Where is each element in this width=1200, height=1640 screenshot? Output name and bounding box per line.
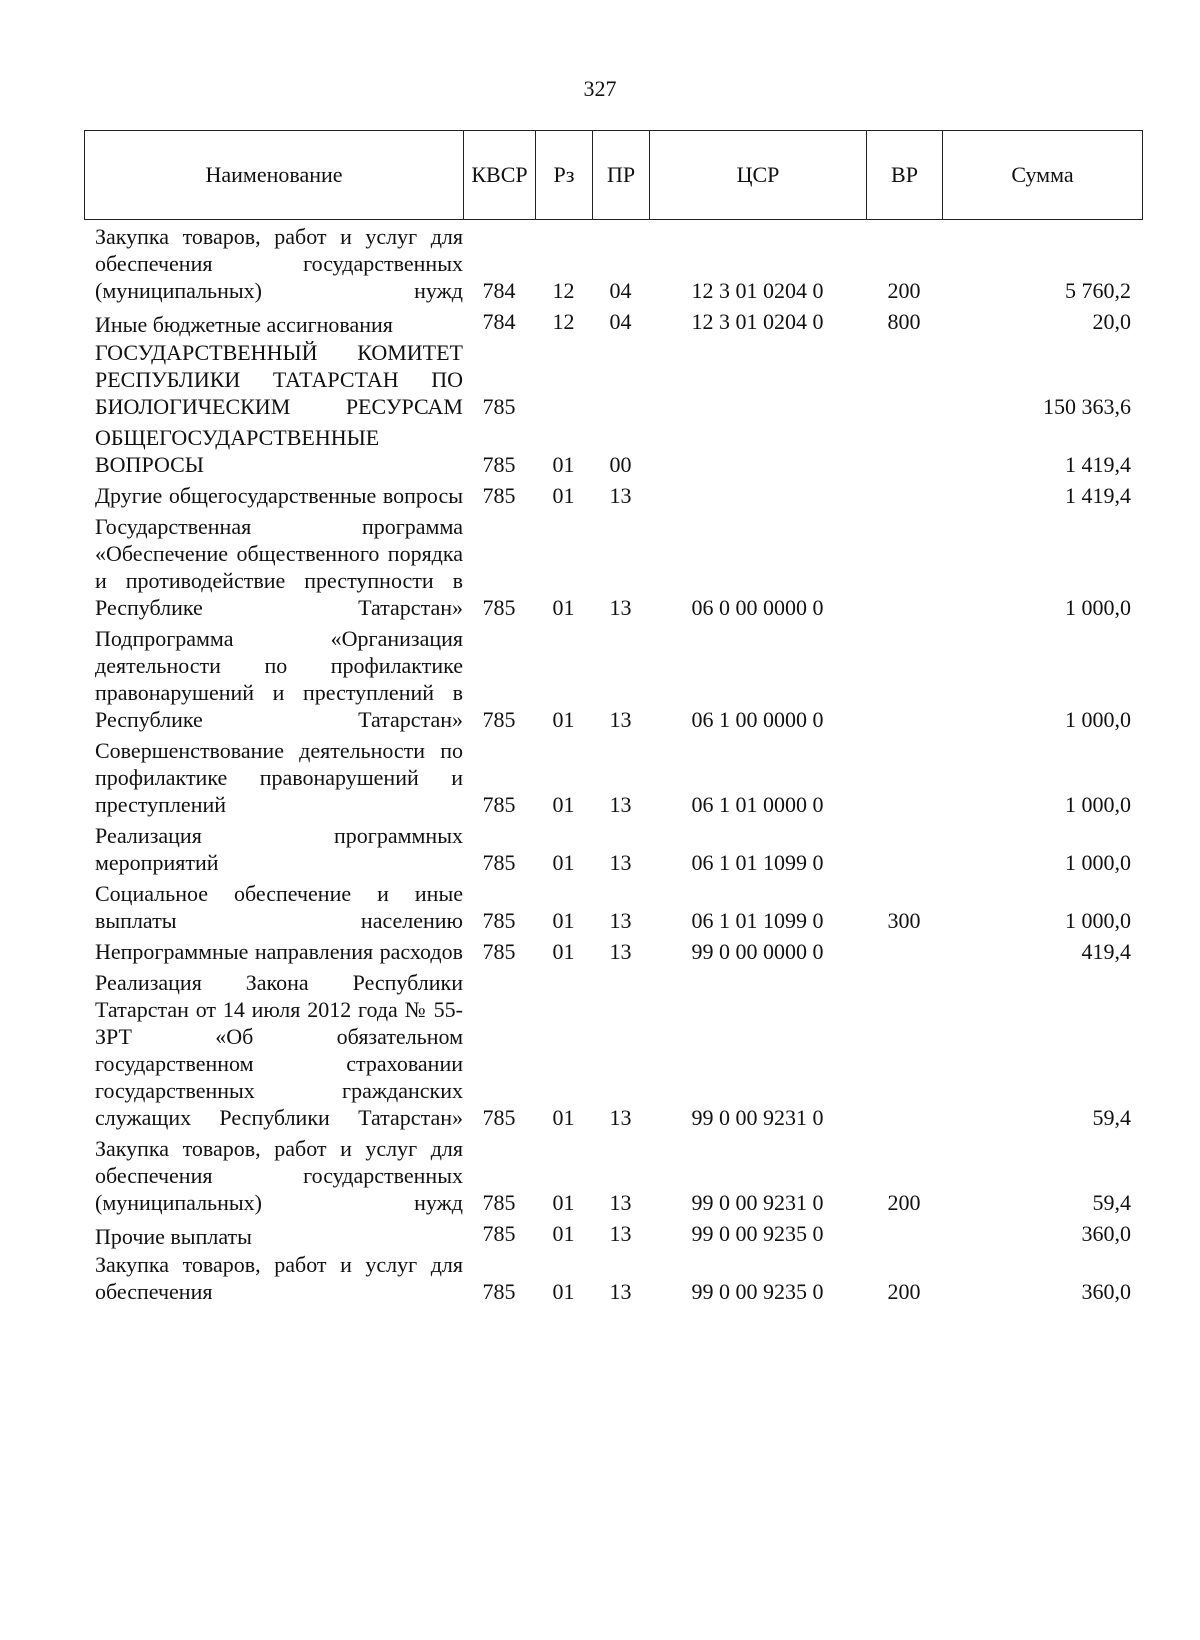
row-name: Подпрограмма «Организация деятельности по профилактике правонарушений и преступлений в Республике Татарстан» xyxy=(95,626,463,732)
row-vr xyxy=(866,625,942,737)
column-header-kvsr: КВСР xyxy=(464,131,536,220)
row-kvsr: 785 xyxy=(482,483,516,508)
row-name: Другие общегосударственные вопросы xyxy=(95,483,463,508)
row-sum: 1 000,0 xyxy=(1065,792,1131,817)
row-vr xyxy=(866,938,942,969)
row-rz: 01 xyxy=(552,792,575,817)
row-csr: 06 0 00 0000 0 xyxy=(691,595,824,620)
row-sum: 419,4 xyxy=(1081,939,1131,964)
row-csr: 12 3 01 0204 0 xyxy=(691,309,824,334)
row-csr: 99 0 00 9235 0 xyxy=(691,1279,824,1304)
row-pr xyxy=(592,339,649,424)
row-name: Реализация программных мероприятий xyxy=(95,823,463,875)
table-row xyxy=(84,339,1142,424)
row-name: Закупка товаров, работ и услуг для обеспечения государственных (муниципальных) нужд xyxy=(95,224,463,303)
row-name: Закупка товаров, работ и услуг для обеспечения xyxy=(95,1252,463,1304)
row-name: ГОСУДАРСТВЕННЫЙ КОМИТЕТ РЕСПУБЛИКИ ТАТАРСТАН ПО БИОЛОГИЧЕСКИМ РЕСУРСАМ xyxy=(95,340,463,419)
row-vr: 800 xyxy=(887,309,921,334)
row-rz: 01 xyxy=(552,1221,575,1246)
row-kvsr: 785 xyxy=(482,939,516,964)
table-row xyxy=(84,938,1142,969)
row-kvsr: 785 xyxy=(482,1221,516,1246)
row-csr: 06 1 01 1099 0 xyxy=(691,908,824,933)
row-vr xyxy=(866,424,942,482)
row-kvsr: 784 xyxy=(482,309,516,334)
row-pr: 13 xyxy=(609,908,632,933)
row-rz: 01 xyxy=(552,939,575,964)
table-row xyxy=(84,969,1142,1135)
row-name: Прочие выплаты xyxy=(95,1224,252,1249)
column-header-pr: ПР xyxy=(593,131,650,220)
row-pr: 13 xyxy=(609,1105,632,1130)
row-vr: 200 xyxy=(887,278,921,303)
row-rz: 01 xyxy=(552,452,575,477)
row-csr: 06 1 01 0000 0 xyxy=(691,792,824,817)
row-kvsr: 785 xyxy=(482,452,516,477)
row-vr: 200 xyxy=(887,1279,921,1304)
row-pr: 13 xyxy=(609,707,632,732)
row-rz: 12 xyxy=(552,309,575,334)
table-row xyxy=(84,424,1142,482)
row-pr: 13 xyxy=(609,595,632,620)
row-vr: 300 xyxy=(887,908,921,933)
row-rz: 01 xyxy=(552,595,575,620)
row-vr xyxy=(866,482,942,513)
column-header-rz: Рз xyxy=(536,131,593,220)
row-pr: 13 xyxy=(609,939,632,964)
row-pr: 13 xyxy=(609,792,632,817)
row-vr xyxy=(866,339,942,424)
row-sum: 5 760,2 xyxy=(1065,278,1131,303)
row-vr xyxy=(866,1220,942,1251)
row-sum: 150 363,6 xyxy=(1043,394,1131,419)
table-row xyxy=(84,308,1142,339)
row-rz: 01 xyxy=(552,483,575,508)
row-name: Иные бюджетные ассигнования xyxy=(95,312,393,337)
table-row xyxy=(84,1220,1142,1251)
row-sum: 1 000,0 xyxy=(1065,908,1131,933)
column-header-vr: ВР xyxy=(867,131,943,220)
row-sum: 20,0 xyxy=(1092,309,1131,334)
row-name: ОБЩЕГОСУДАРСТВЕННЫЕ ВОПРОСЫ xyxy=(95,425,380,477)
row-csr xyxy=(649,339,866,424)
row-sum: 360,0 xyxy=(1081,1221,1131,1246)
row-rz xyxy=(535,339,592,424)
table-row xyxy=(84,822,1142,880)
row-kvsr: 785 xyxy=(482,707,516,732)
column-header-sum: Сумма xyxy=(943,131,1143,220)
row-csr: 99 0 00 9231 0 xyxy=(691,1105,824,1130)
row-kvsr: 785 xyxy=(482,1279,516,1304)
row-csr: 99 0 00 9235 0 xyxy=(691,1221,824,1246)
table-row xyxy=(84,625,1142,737)
table-header xyxy=(84,130,1143,220)
row-sum: 1 419,4 xyxy=(1065,452,1131,477)
table-row xyxy=(84,737,1142,822)
row-kvsr: 785 xyxy=(482,908,516,933)
budget-table xyxy=(84,223,1142,1309)
row-pr: 13 xyxy=(609,483,632,508)
row-csr: 99 0 00 9231 0 xyxy=(691,1190,824,1215)
table-row xyxy=(84,880,1142,938)
row-kvsr: 785 xyxy=(482,394,516,419)
row-pr: 13 xyxy=(609,1221,632,1246)
row-vr xyxy=(866,969,942,1135)
column-header-name: Наименование xyxy=(85,131,464,220)
row-sum: 1 000,0 xyxy=(1065,707,1131,732)
row-sum: 1 000,0 xyxy=(1065,850,1131,875)
row-vr xyxy=(866,822,942,880)
row-name: Непрограммные направления расходов xyxy=(95,939,463,964)
row-rz: 01 xyxy=(552,850,575,875)
row-rz: 01 xyxy=(552,707,575,732)
row-name: Социальное обеспечение и иные выплаты населению xyxy=(95,881,463,933)
table-row xyxy=(84,223,1142,308)
row-vr xyxy=(866,737,942,822)
row-name: Закупка товаров, работ и услуг для обеспечения государственных (муниципальных) нужд xyxy=(95,1136,463,1215)
row-rz: 01 xyxy=(552,908,575,933)
row-pr: 13 xyxy=(609,1279,632,1304)
table-row xyxy=(84,1135,1142,1220)
row-csr xyxy=(649,482,866,513)
row-name: Реализация Закона Республики Татарстан от 14 июля 2012 года № 55-ЗРТ «Об обязательном государственном страховании государственных гражданских служащих Республики Татарстан» xyxy=(95,970,463,1130)
row-csr: 06 1 00 0000 0 xyxy=(691,707,824,732)
row-sum: 1 000,0 xyxy=(1065,595,1131,620)
column-header-csr: ЦСР xyxy=(650,131,867,220)
row-csr: 12 3 01 0204 0 xyxy=(691,278,824,303)
row-pr: 00 xyxy=(609,452,632,477)
row-rz: 01 xyxy=(552,1190,575,1215)
row-kvsr: 785 xyxy=(482,1190,516,1215)
row-kvsr: 785 xyxy=(482,1105,516,1130)
row-csr: 99 0 00 0000 0 xyxy=(691,939,824,964)
row-sum: 1 419,4 xyxy=(1065,483,1131,508)
table-row xyxy=(84,513,1142,625)
row-sum: 59,4 xyxy=(1092,1190,1131,1215)
page-number: 327 xyxy=(583,76,617,101)
row-rz: 01 xyxy=(552,1105,575,1130)
row-csr: 06 1 01 1099 0 xyxy=(691,850,824,875)
row-pr: 13 xyxy=(609,1190,632,1215)
row-rz: 01 xyxy=(552,1279,575,1304)
row-name: Совершенствование деятельности по профилактике правонарушений и преступлений xyxy=(95,738,463,817)
row-kvsr: 785 xyxy=(482,850,516,875)
row-kvsr: 784 xyxy=(482,278,516,303)
row-pr: 13 xyxy=(609,850,632,875)
row-kvsr: 785 xyxy=(482,595,516,620)
row-sum: 360,0 xyxy=(1081,1279,1131,1304)
table-row xyxy=(84,1251,1142,1309)
row-vr: 200 xyxy=(887,1190,921,1215)
row-pr: 04 xyxy=(609,309,632,334)
row-rz: 12 xyxy=(552,278,575,303)
row-pr: 04 xyxy=(609,278,632,303)
row-name: Государственная программа «Обеспечение общественного порядка и противодействие преступности в Республике Татарстан» xyxy=(95,514,463,620)
row-csr xyxy=(649,424,866,482)
row-kvsr: 785 xyxy=(482,792,516,817)
table-row xyxy=(84,482,1142,513)
row-vr xyxy=(866,513,942,625)
row-sum: 59,4 xyxy=(1092,1105,1131,1130)
